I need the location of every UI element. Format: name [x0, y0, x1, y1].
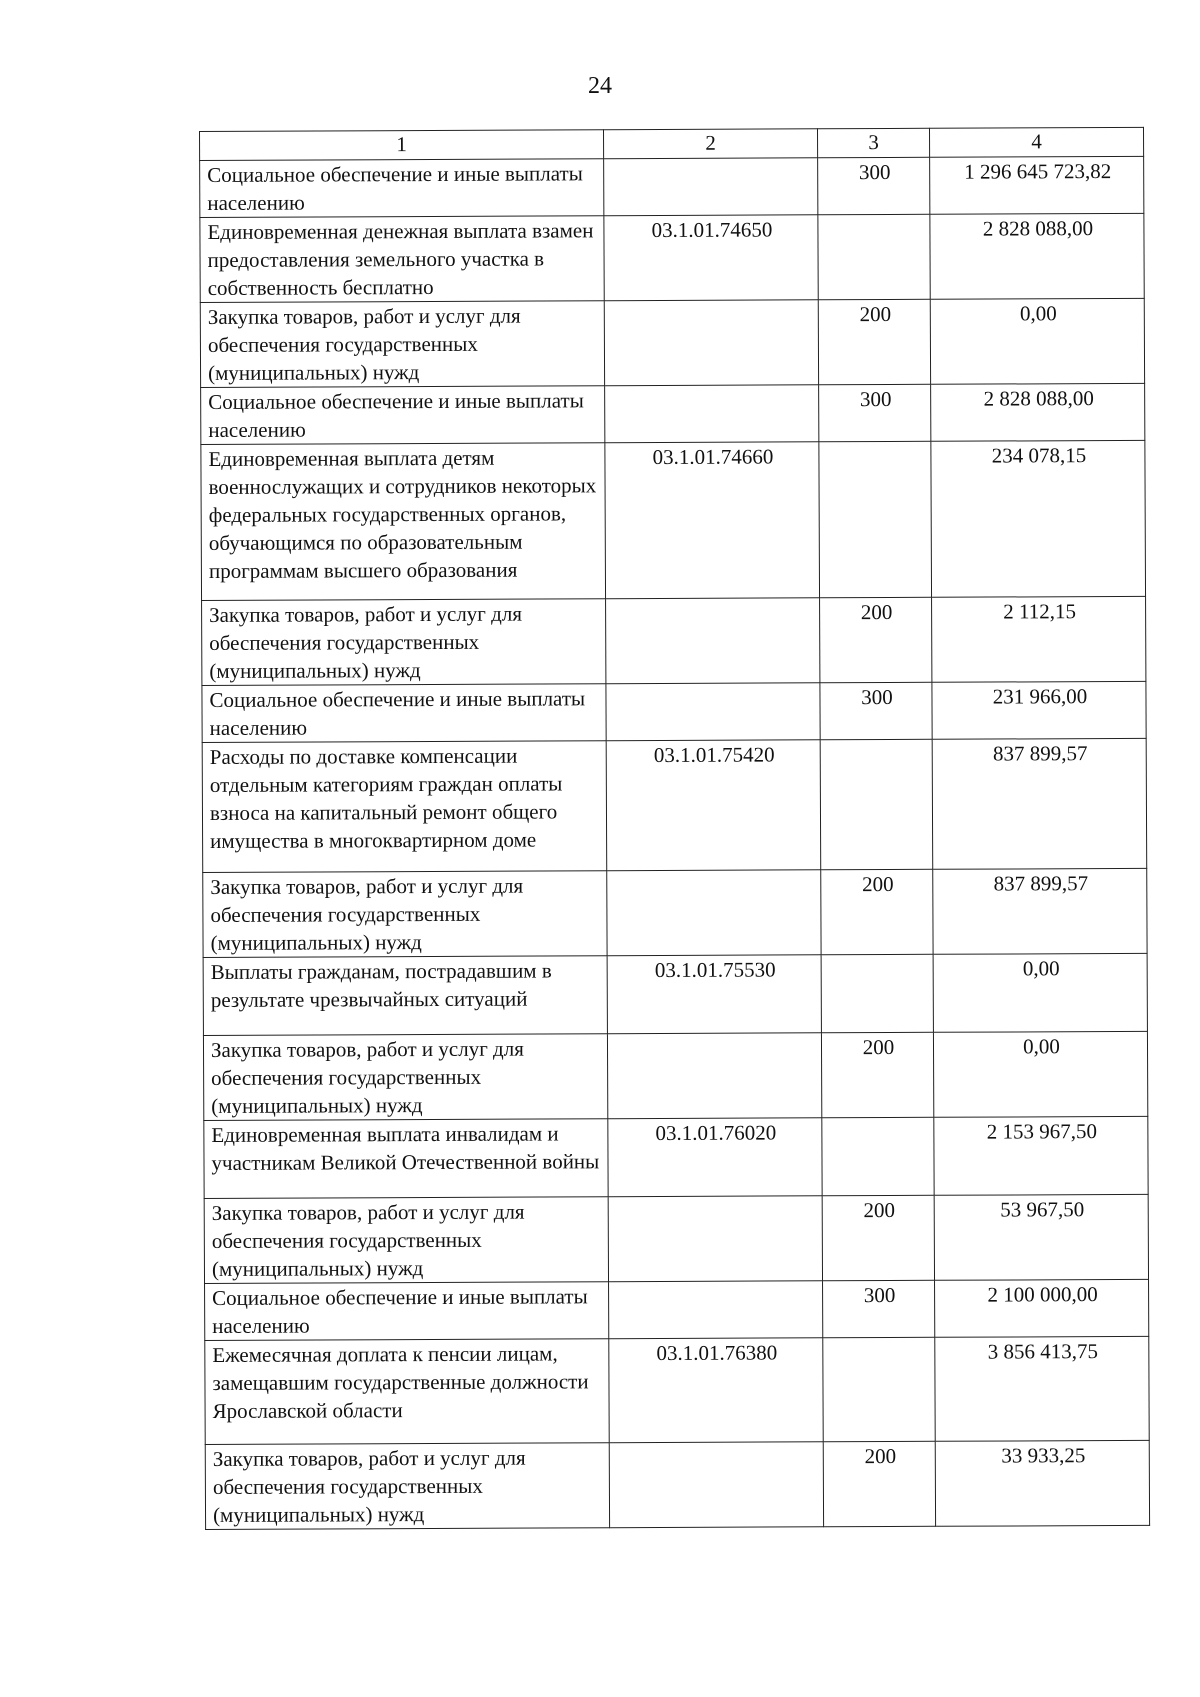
table-row: [203, 953, 1147, 1035]
row-amount-cell: 2 828 088,00: [930, 213, 1144, 299]
row-expense-type-cell: 200: [821, 869, 933, 954]
row-name-cell: Выплаты гражданам, пострадавшим в результате чрезвычайных ситуаций: [203, 956, 607, 1036]
table-row: [200, 213, 1144, 302]
row-expense-type-cell: [822, 1117, 934, 1195]
row-code-cell: 03.1.01.76020: [608, 1118, 822, 1197]
row-expense-type-cell: 300: [820, 682, 932, 739]
row-name-cell: Ежемесячная доплата к пенсии лицам, замещавшим государственные должности Ярославской области: [205, 1339, 609, 1445]
table-row: [205, 1336, 1149, 1444]
row-code-cell: 03.1.01.75530: [607, 955, 821, 1034]
table-row: [201, 440, 1146, 600]
row-expense-type-cell: [820, 739, 933, 869]
row-code-cell: [605, 385, 819, 443]
row-amount-cell: 234 078,15: [931, 440, 1146, 597]
table-row: [203, 868, 1147, 957]
row-code-cell: [606, 683, 820, 741]
row-name-cell: Единовременная выплата инвалидам и участникам Великой Отечественной войны: [204, 1119, 608, 1199]
table-row: [202, 596, 1146, 685]
row-amount-cell: 2 153 967,50: [934, 1116, 1148, 1195]
row-name-cell: Единовременная выплата детям военнослужащих и сотрудников некоторых федеральных государственных органов, обучающимся по образовательным программам высшего образования: [201, 443, 606, 601]
row-code-cell: [607, 1033, 821, 1119]
row-code-cell: 03.1.01.74650: [604, 215, 818, 301]
row-expense-type-cell: 200: [822, 1195, 934, 1280]
row-code-cell: [604, 300, 818, 386]
row-amount-cell: 2 112,15: [932, 596, 1146, 682]
header-col-1: 1: [200, 130, 604, 161]
row-code-cell: 03.1.01.74660: [605, 442, 820, 599]
table-row: [200, 156, 1144, 217]
table-row: [201, 383, 1145, 444]
row-name-cell: Закупка товаров, работ и услуг для обеспечения государственных (муниципальных) нужд: [203, 1034, 607, 1121]
header-col-2: 2: [603, 129, 817, 159]
row-amount-cell: 53 967,50: [934, 1194, 1148, 1280]
row-name-cell: Расходы по доставке компенсации отдельным категориям граждан оплаты взноса на капитальный ремонт общего имущества в многоквартирном доме: [202, 741, 607, 873]
row-expense-type-cell: [818, 214, 930, 299]
row-amount-cell: 837 899,57: [932, 738, 1147, 869]
row-name-cell: Закупка товаров, работ и услуг для обеспечения государственных (муниципальных) нужд: [203, 871, 607, 958]
row-expense-type-cell: 300: [823, 1280, 935, 1337]
row-amount-cell: 837 899,57: [933, 868, 1147, 954]
row-name-cell: Единовременная денежная выплата взамен предоставления земельного участка в собственность бесплатно: [200, 216, 604, 303]
row-expense-type-cell: [819, 441, 932, 597]
row-name-cell: Социальное обеспечение и иные выплаты населению: [201, 386, 605, 445]
row-name-cell: Социальное обеспечение и иные выплаты населению: [205, 1282, 609, 1341]
row-amount-cell: 1 296 645 723,82: [930, 156, 1144, 214]
table-row: [205, 1279, 1149, 1340]
row-name-cell: Закупка товаров, работ и услуг для обеспечения государственных (муниципальных) нужд: [204, 1197, 608, 1284]
table-row: [204, 1116, 1148, 1198]
row-code-cell: [608, 1196, 822, 1282]
row-name-cell: Закупка товаров, работ и услуг для обеспечения государственных (муниципальных) нужд: [200, 301, 604, 388]
row-expense-type-cell: 200: [823, 1441, 935, 1526]
row-code-cell: 03.1.01.75420: [606, 740, 821, 871]
row-name-cell: Закупка товаров, работ и услуг для обеспечения государственных (муниципальных) нужд: [205, 1443, 609, 1530]
row-amount-cell: 231 966,00: [932, 681, 1146, 739]
table-header: [200, 127, 1144, 160]
header-col-4: 4: [929, 127, 1143, 157]
row-amount-cell: 0,00: [933, 1031, 1147, 1117]
row-amount-cell: 0,00: [930, 298, 1144, 384]
table-body: [200, 156, 1150, 1529]
row-name-cell: Закупка товаров, работ и услуг для обеспечения государственных (муниципальных) нужд: [202, 599, 606, 686]
row-code-cell: [606, 598, 820, 684]
row-expense-type-cell: 300: [818, 157, 930, 214]
row-expense-type-cell: 200: [820, 597, 932, 682]
row-name-cell: Социальное обеспечение и иные выплаты населению: [202, 684, 606, 743]
table-row: [200, 298, 1144, 387]
row-code-cell: [609, 1281, 823, 1339]
budget-table: [199, 127, 1150, 1530]
table-row: [202, 738, 1147, 872]
header-col-3: 3: [817, 128, 929, 157]
row-code-cell: [607, 870, 821, 956]
row-amount-cell: 2 828 088,00: [931, 383, 1145, 441]
row-code-cell: [609, 1442, 823, 1528]
row-expense-type-cell: 200: [821, 1032, 933, 1117]
row-amount-cell: 33 933,25: [935, 1440, 1149, 1526]
table-row: [203, 1031, 1147, 1120]
row-amount-cell: 2 100 000,00: [935, 1279, 1149, 1337]
page-number: 24: [588, 73, 612, 99]
row-amount-cell: 3 856 413,75: [935, 1336, 1149, 1441]
header-row: [200, 127, 1144, 160]
row-expense-type-cell: [823, 1337, 935, 1441]
row-expense-type-cell: 300: [819, 384, 931, 441]
row-code-cell: [604, 158, 818, 216]
row-expense-type-cell: 200: [818, 299, 930, 384]
row-code-cell: 03.1.01.76380: [609, 1338, 823, 1443]
table-row: [204, 1194, 1148, 1283]
table-row: [205, 1440, 1149, 1529]
row-name-cell: Социальное обеспечение и иные выплаты населению: [200, 159, 604, 218]
row-expense-type-cell: [821, 954, 933, 1032]
table-row: [202, 681, 1146, 742]
row-amount-cell: 0,00: [933, 953, 1147, 1032]
